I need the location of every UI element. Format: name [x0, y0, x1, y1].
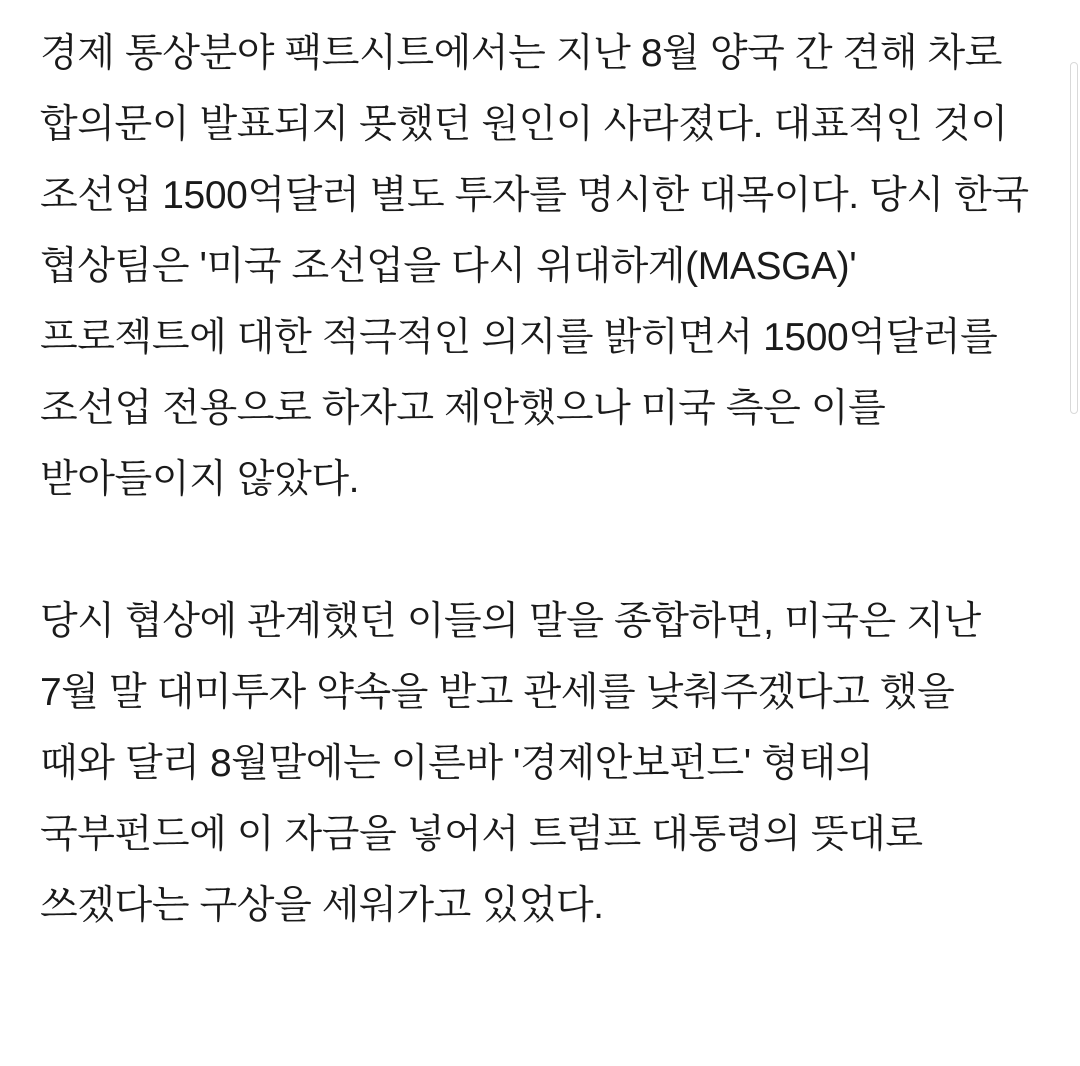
paragraph-spacer: [40, 515, 1036, 586]
vertical-scrollbar[interactable]: [1068, 0, 1080, 1066]
article-paragraph: 경제 통상분야 팩트시트에서는 지난 8월 양국 간 견해 차로 합의문이 발표되지 못했던 원인이 사라졌다. 대표적인 것이 조선업 1500억달러 별도 투자를 명시한 대목이다. 당시 한국 협상팀은 '미국 조선업을 다시 위대하게(MASGA)' 프로젝트에 대한 적극적인 의지를 밝히면서 1500억달러를 조선업 전용으로 하자고 제안했으나 미국 측은 이를 받아들이지 않았다.: [40, 32, 1040, 501]
scrollbar-thumb[interactable]: [1070, 62, 1078, 414]
article-paragraph: 당시 협상에 관계했던 이들의 말을 종합하면, 미국은 지난 7월 말 대미투자 약속을 받고 관세를 낮춰주겠다고 했을 때와 달리 8월말에는 이른바 '경제안보펀드' 형태의 국부펀드에 이 자금을 넣어서 트럼프 대통령의 뜻대로 쓰겠다는 구상을 세워가고 있었다.: [40, 600, 992, 927]
